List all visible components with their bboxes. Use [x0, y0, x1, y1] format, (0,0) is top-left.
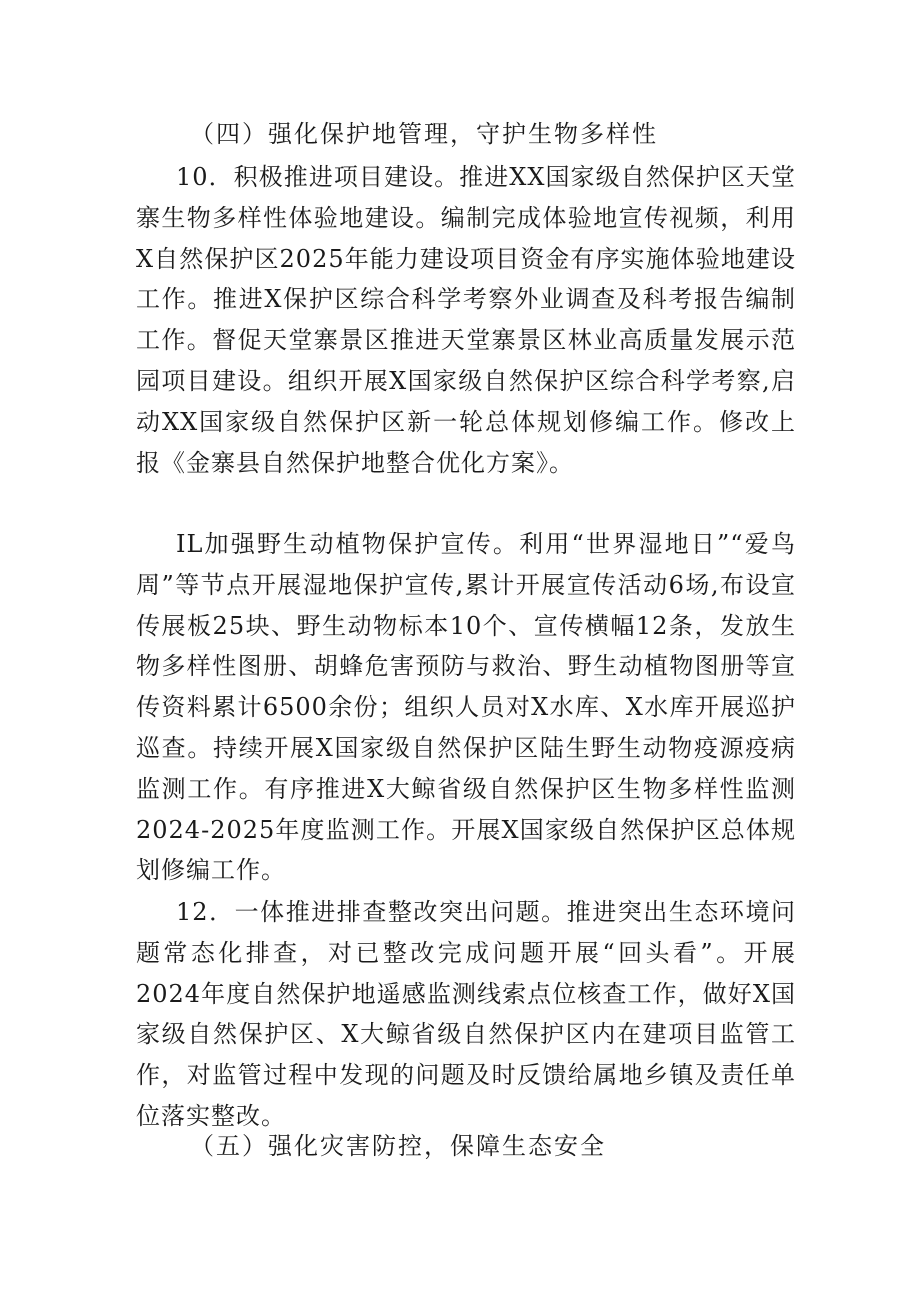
paragraph-11 — [136, 524, 796, 891]
paragraph-12-text: 12．一体推进排查整改突出问题。推进突出生态环境问题常态化排查，对已整改完成问题开展“回头看”。开展2024年度自然保护地遥感监测线索点位核查工作，做好X国家级自然保护区、X大鲸省级自然保护区内在建项目监管工作，对监管过程中发现的问题及时反馈给属地乡镇及责任单位落实整改。 — [136, 898, 796, 1130]
paragraph-11-text: IL加强野生动植物保护宣传。利用“世界湿地日”“爱鸟周”等节点开展湿地保护宣传,累计开展宣传活动6场,布设宣传展板25块、野生动物标本10个、宣传横幅12条，发放生物多样性图册、胡蜂危害预防与救治、野生动植物图册等宣传资料累计6500余份；组织人员对X水库、X水库开展巡护巡查。持续开展X国家级自然保护区陆生野生动物疫源疫病监测工作。有序推进X大鲸省级自然保护区生物多样性监测2024-2025年度监测工作。开展X国家级自然保护区总体规划修编工作。 — [136, 530, 796, 885]
paragraph-12 — [136, 892, 796, 1137]
paragraph-10 — [136, 157, 796, 483]
section-heading-5: （五）强化灾害防控，保障生态安全 — [190, 1132, 606, 1160]
paragraph-10-text: 10．积极推进项目建设。推进XX国家级自然保护区天堂寨生物多样性体验地建设。编制完成体验地宣传视频，利用X自然保护区2025年能力建设项目资金有序实施体验地建设工作。推进X保护区综合科学考察外业调查及科考报告编制工作。督促天堂寨景区推进天堂寨景区林业高质量发展示范园项目建设。组织开展X国家级自然保护区综合科学考察,启动XX国家级自然保护区新一轮总体规划修编工作。修改上报《金寨县自然保护地整合优化方案》。 — [136, 163, 796, 477]
section-heading-4: （四）强化保护地管理，守护生物多样性 — [190, 120, 658, 148]
